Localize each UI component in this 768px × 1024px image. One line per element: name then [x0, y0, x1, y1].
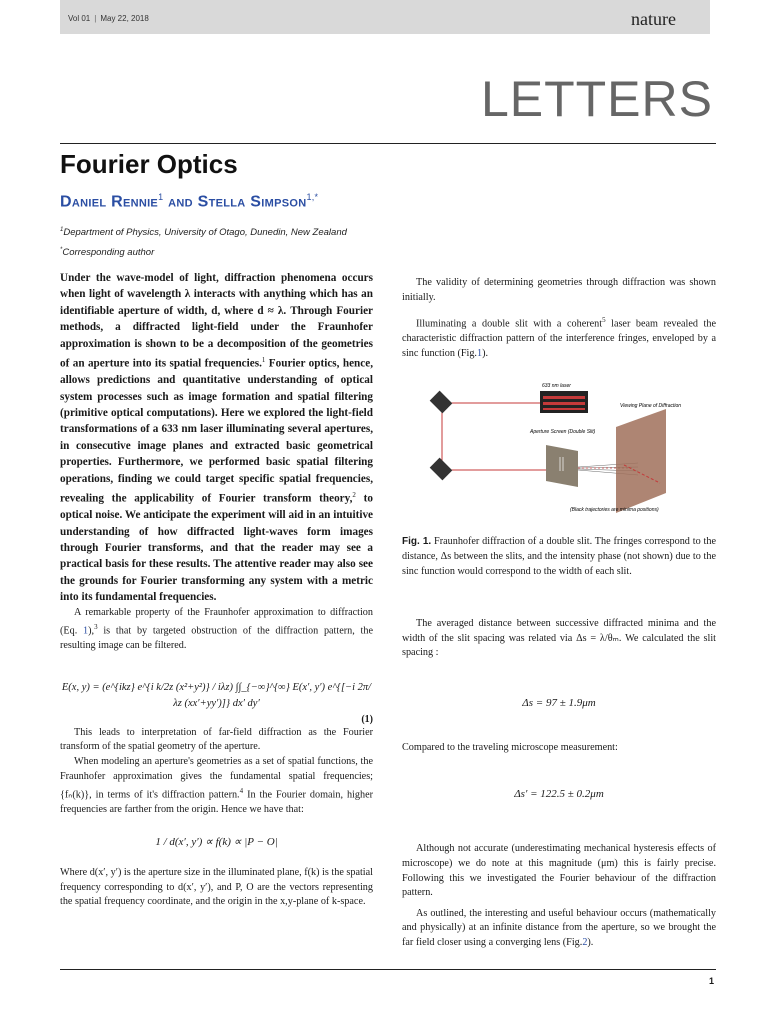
paragraph-text: is that by targeted obstruction of the diffraction pattern, the resulting image can be filtered.	[60, 625, 373, 652]
paragraph-text: Illuminating a double slit with a coherent	[416, 318, 603, 330]
paragraph: Although not accurate (underestimating mechanical hysteresis effects of microscope) we do note at this magnitude (μm) this is fairly precise. Following this we investigated the Fourier behaviour of the diffraction pattern.	[402, 843, 716, 899]
paragraph-text: As outlined, the interesting and useful behaviour occurs (mathematically and physically) at an infinite distance from the aperture, so we brought the far field closer using a converging lens (Fig.	[402, 907, 716, 948]
bottom-rule	[60, 969, 716, 970]
author-name: Stella Simpson	[197, 193, 307, 211]
issue-info	[68, 14, 149, 23]
journal-name: nature	[631, 9, 676, 29]
affiliation-marker: 1	[60, 227, 64, 233]
laser-label: 633 nm laser	[542, 383, 571, 390]
top-rule	[60, 143, 716, 144]
paragraph	[60, 755, 373, 818]
citation[interactable]: 1	[261, 356, 266, 365]
affiliation-marker: *	[60, 247, 63, 253]
affiliation-text: Department of Physics, University of Otago, Dunedin, New Zealand	[63, 227, 347, 239]
citation[interactable]: 2	[352, 491, 356, 500]
paragraph: The validity of determining geometries through diffraction was shown initially.	[402, 277, 716, 303]
affiliation-line	[60, 227, 347, 238]
caption-text: Fraunhofer diffraction of a double slit. The fringes correspond to the distance, Δs between the slits, and the intensity phase (not shown) due to the sinc function would correspond to the width of each slit.	[402, 536, 716, 577]
screen-label: Aperture Screen (Double Slit)	[530, 429, 596, 436]
affiliation-text: Corresponding author	[62, 247, 155, 259]
right-column	[402, 270, 716, 950]
author-conjunction: and	[168, 193, 193, 211]
aperture-screen	[546, 445, 578, 487]
equation-link[interactable]: 1	[83, 625, 89, 637]
paragraph: This leads to interpretation of far-field diffraction as the Fourier transform of the spatial geometry of the aperture.	[60, 726, 373, 753]
abstract-text: Fourier optics, hence, allows predictions and quantitative understanding of optical system processes such as image formation and spatial filtering (primitive optical computations). Here we explored the light-field transformations of a 633 nm laser illuminating several apertures, in consecutive image planes and extracted basic geometrical properties. Furthermore, we performed basic spatial filtering operations, finding we could target specific spatial frequencies, revealing the applicability of Fourier transform theory,	[60, 357, 373, 505]
separator: |	[94, 14, 97, 23]
article-title: Fourier Optics	[60, 149, 238, 179]
affiliation-marker: 1,*	[306, 192, 319, 202]
paragraph	[402, 907, 716, 951]
mirror-icon	[430, 458, 453, 481]
volume-number: Vol 01	[68, 14, 91, 23]
figure-1	[402, 375, 716, 523]
figure-link[interactable]: 1	[476, 347, 483, 359]
paragraph-text: When modeling an aperture's geometries as a set of spatial functions, the Fraunhofer approximation gives the fundamental spatial frequencies; {fₙ(k)}, in terms of it's diffraction pattern.	[60, 755, 373, 801]
abstract	[60, 270, 373, 606]
abstract-text: Under the wave-model of light, diffraction phenomena occurs when light of wavelength λ interacts with anything which has an identifiable aperture of width, d, where d ≈ λ. Through Fourier methods, a diffracted light-field under the Fraunhofer approximation is shown to be a decomposition of the geometries of an aperture into its spatial frequencies.	[60, 272, 373, 370]
citation[interactable]: 3	[94, 623, 98, 632]
figure-caption	[402, 535, 716, 579]
viewing-plane	[616, 409, 666, 513]
abstract-text: to optical noise. We anticipate the experiment will aid in an intuitive understanding of how diffracted light-waves form images through Fourier transforms, and that the reader may see a practical basis for these results. The attentive reader may also see the grounds for Fourier transforming any system with a metric into its fundamental frequencies.	[60, 492, 373, 604]
equation-4: Δs′ = 122.5 ± 0.2μm	[514, 787, 604, 800]
paragraph: Compared to the traveling microscope measurement:	[402, 742, 618, 754]
equation-text: E(x, y) = (e^{ikz} e^{i k/2z (x²+y²)} / iλz) ∫∫_{−∞}^{∞} E(x′, y′) e^{[−i 2π/λz (xx′+yy′)]} dx′ dy′	[61, 681, 372, 710]
paragraph-text: ).	[587, 936, 594, 948]
citation[interactable]: 4	[239, 787, 244, 796]
viewing-label: Viewing Plane of Diffraction	[620, 403, 682, 410]
equation-2: 1 / d(x′, y′) ∝ f(k) ∝ |P − O|	[155, 835, 278, 848]
author-list	[60, 192, 318, 211]
equation-number: (1)	[361, 713, 373, 725]
affiliation-marker: 1	[158, 192, 164, 202]
caption-label: Fig. 1.	[402, 536, 432, 548]
author-name: Daniel Rennie	[60, 193, 159, 211]
section-heading: LETTERS	[480, 71, 713, 127]
setup-diagram	[402, 375, 716, 523]
paragraph-text: A remarkable property of the Fraunhofer approximation to diffraction (Eq.	[60, 606, 373, 637]
paragraph-text: ),	[88, 625, 95, 637]
paragraph-text: In the Fourier domain, higher frequencies are farther from the origin. Hence we have that:	[60, 789, 373, 816]
paragraph: Where d(x′, y′) is the aperture size in the illuminated plane, f(k) is the spatial frequency corresponding to d(x′, y′), and P, O are the vectors representing the spatial frequency coordinate, and the origin in the x,y-plane of k-space.	[60, 867, 373, 908]
figure-link[interactable]: 2	[582, 936, 588, 948]
laser-icon	[540, 391, 588, 413]
page-number: 1	[708, 976, 714, 986]
issue-date: May 22, 2018	[100, 14, 149, 23]
figure-note: (Black trajectories are minima positions)	[570, 507, 659, 514]
corresponding-author-line	[60, 247, 154, 258]
mirror-icon	[430, 391, 453, 414]
paragraph	[60, 606, 373, 654]
paragraph: The averaged distance between successive diffracted minima and the width of the slit spacing was related via Δs = λ/θₘ. We calculated the slit spacing :	[402, 618, 716, 659]
equation-3: Δs = 97 ± 1.9μm	[522, 696, 596, 709]
paragraph-text: laser beam revealed the characteristic diffraction pattern of the interference fringes, enveloped by a sinc function (Fig.	[402, 318, 716, 359]
citation[interactable]: 5	[602, 316, 606, 325]
equation-1	[60, 670, 373, 726]
left-column	[60, 270, 373, 910]
paragraph-text: ).	[482, 347, 489, 359]
running-header	[60, 0, 710, 34]
paragraph	[402, 313, 716, 361]
